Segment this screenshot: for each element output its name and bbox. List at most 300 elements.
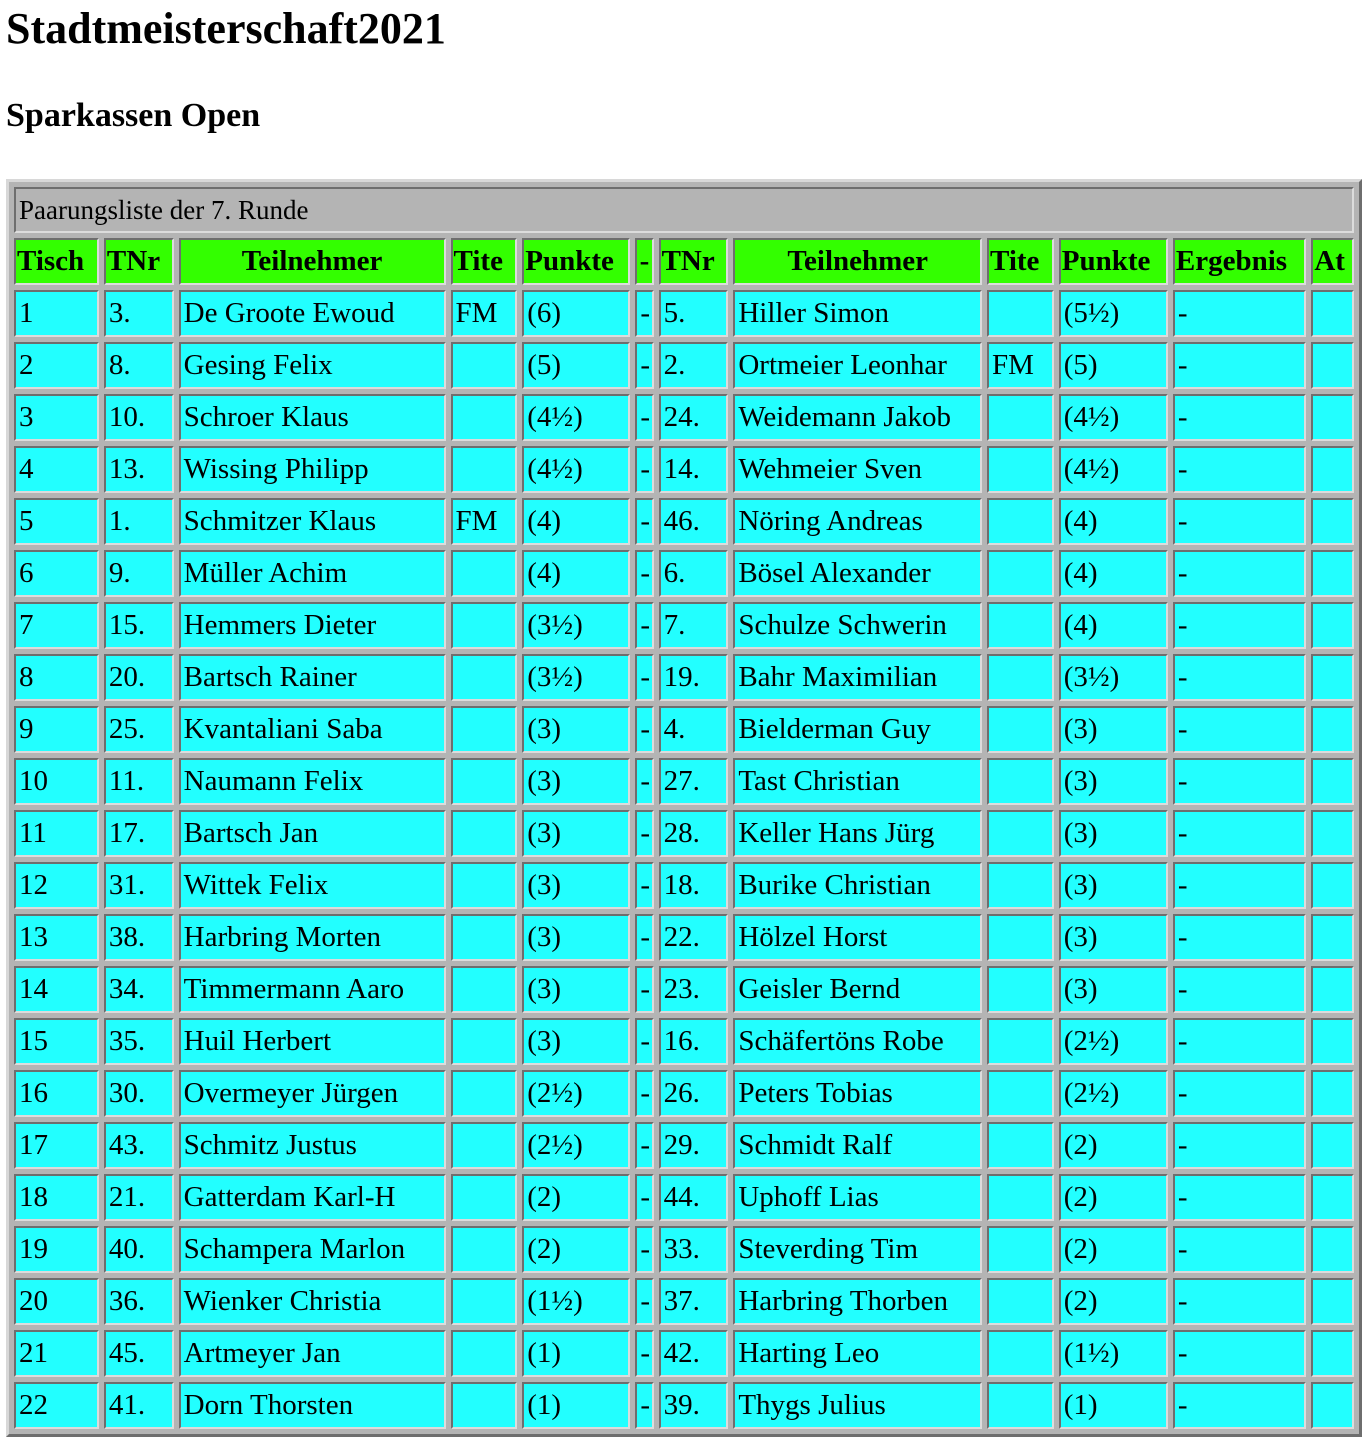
caption-row	[14, 187, 1354, 233]
cell-tisch: 17	[14, 1122, 99, 1169]
cell-teilnehmer-white: Artmeyer Jan	[179, 1330, 446, 1377]
header-row	[14, 238, 1354, 285]
cell-titel-black	[987, 498, 1054, 545]
cell-titel-black	[987, 1018, 1054, 1065]
cell-ergebnis: -	[1173, 862, 1306, 909]
cell-punkte-black: (4½)	[1059, 394, 1168, 441]
cell-ergebnis: -	[1173, 1382, 1306, 1429]
cell-ergebnis: -	[1173, 1018, 1306, 1065]
cell-punkte-white: (1)	[522, 1382, 630, 1429]
cell-ergebnis: -	[1173, 498, 1306, 545]
cell-tisch: 12	[14, 862, 99, 909]
header-tnr-white: TNr	[104, 238, 174, 285]
cell-teilnehmer-black: Schmidt Ralf	[733, 1122, 982, 1169]
cell-titel-black	[987, 394, 1054, 441]
header-tisch: Tisch	[14, 238, 99, 285]
cell-ergebnis: -	[1173, 654, 1306, 701]
cell-punkte-black: (2½)	[1059, 1018, 1168, 1065]
table-row	[14, 498, 1354, 545]
cell-attribute	[1311, 966, 1354, 1013]
cell-ergebnis: -	[1173, 342, 1306, 389]
cell-ergebnis: -	[1173, 1174, 1306, 1221]
cell-separator: -	[635, 1122, 653, 1169]
cell-punkte-white: (3)	[522, 1018, 630, 1065]
table-row	[14, 446, 1354, 493]
cell-teilnehmer-black: Uphoff Lias	[733, 1174, 982, 1221]
cell-tnr-white: 10.	[104, 394, 174, 441]
header-punkte-white: Punkte	[522, 238, 630, 285]
cell-titel-white: FM	[451, 290, 518, 337]
cell-tnr-black: 42.	[659, 1330, 729, 1377]
cell-ergebnis: -	[1173, 914, 1306, 961]
cell-tisch: 8	[14, 654, 99, 701]
cell-punkte-black: (3½)	[1059, 654, 1168, 701]
cell-teilnehmer-white: Bartsch Jan	[179, 810, 446, 857]
table-row	[14, 966, 1354, 1013]
cell-titel-black	[987, 1070, 1054, 1117]
cell-punkte-white: (3)	[522, 758, 630, 805]
table-row	[14, 1278, 1354, 1325]
cell-tnr-white: 9.	[104, 550, 174, 597]
cell-punkte-black: (3)	[1059, 706, 1168, 753]
cell-tnr-white: 25.	[104, 706, 174, 753]
cell-teilnehmer-black: Thygs Julius	[733, 1382, 982, 1429]
cell-separator: -	[635, 1018, 653, 1065]
cell-punkte-black: (3)	[1059, 758, 1168, 805]
cell-attribute	[1311, 342, 1354, 389]
cell-punkte-black: (4½)	[1059, 446, 1168, 493]
cell-teilnehmer-black: Wehmeier Sven	[733, 446, 982, 493]
cell-punkte-black: (3)	[1059, 810, 1168, 857]
header-punkte-black: Punkte	[1059, 238, 1168, 285]
cell-teilnehmer-black: Harbring Thorben	[733, 1278, 982, 1325]
page-subtitle: Sparkassen Open	[6, 97, 261, 134]
cell-separator: -	[635, 914, 653, 961]
cell-tnr-black: 29.	[659, 1122, 729, 1169]
cell-titel-white	[451, 966, 518, 1013]
cell-attribute	[1311, 290, 1354, 337]
header-tnr-black: TNr	[659, 238, 729, 285]
cell-punkte-white: (3)	[522, 706, 630, 753]
cell-titel-black: FM	[987, 342, 1054, 389]
cell-tisch: 5	[14, 498, 99, 545]
cell-tnr-white: 34.	[104, 966, 174, 1013]
cell-separator: -	[635, 758, 653, 805]
cell-tisch: 22	[14, 1382, 99, 1429]
cell-titel-white	[451, 810, 518, 857]
cell-tnr-white: 43.	[104, 1122, 174, 1169]
cell-tnr-black: 16.	[659, 1018, 729, 1065]
cell-titel-white	[451, 394, 518, 441]
header-separator: -	[635, 238, 653, 285]
cell-titel-black	[987, 1278, 1054, 1325]
header-teilnehmer-black: Teilnehmer	[733, 238, 982, 285]
cell-teilnehmer-white: Gatterdam Karl-H	[179, 1174, 446, 1221]
table-row	[14, 1330, 1354, 1377]
cell-titel-black	[987, 966, 1054, 1013]
cell-punkte-black: (2)	[1059, 1122, 1168, 1169]
cell-ergebnis: -	[1173, 550, 1306, 597]
cell-ergebnis: -	[1173, 1122, 1306, 1169]
cell-attribute	[1311, 758, 1354, 805]
cell-attribute	[1311, 602, 1354, 649]
cell-tnr-white: 8.	[104, 342, 174, 389]
cell-separator: -	[635, 706, 653, 753]
table-row	[14, 758, 1354, 805]
cell-tnr-white: 36.	[104, 1278, 174, 1325]
cell-teilnehmer-black: Schulze Schwerin	[733, 602, 982, 649]
cell-attribute	[1311, 1278, 1354, 1325]
header-attribute: At	[1311, 238, 1354, 285]
table-row	[14, 394, 1354, 441]
cell-teilnehmer-white: Schmitzer Klaus	[179, 498, 446, 545]
cell-punkte-black: (4)	[1059, 550, 1168, 597]
cell-punkte-white: (3½)	[522, 602, 630, 649]
cell-punkte-white: (2)	[522, 1226, 630, 1273]
cell-attribute	[1311, 1174, 1354, 1221]
cell-tnr-white: 1.	[104, 498, 174, 545]
cell-attribute	[1311, 862, 1354, 909]
cell-titel-white	[451, 914, 518, 961]
table-row	[14, 914, 1354, 961]
cell-tnr-white: 20.	[104, 654, 174, 701]
cell-tnr-black: 22.	[659, 914, 729, 961]
cell-teilnehmer-black: Bösel Alexander	[733, 550, 982, 597]
cell-attribute	[1311, 706, 1354, 753]
cell-teilnehmer-white: Schampera Marlon	[179, 1226, 446, 1273]
cell-tnr-black: 26.	[659, 1070, 729, 1117]
cell-ergebnis: -	[1173, 810, 1306, 857]
cell-attribute	[1311, 1226, 1354, 1273]
cell-tnr-black: 6.	[659, 550, 729, 597]
cell-attribute	[1311, 810, 1354, 857]
cell-tnr-black: 44.	[659, 1174, 729, 1221]
cell-teilnehmer-white: Bartsch Rainer	[179, 654, 446, 701]
cell-titel-white	[451, 1330, 518, 1377]
cell-teilnehmer-white: Müller Achim	[179, 550, 446, 597]
table-row	[14, 1070, 1354, 1117]
cell-titel-white	[451, 342, 518, 389]
cell-tnr-black: 37.	[659, 1278, 729, 1325]
cell-teilnehmer-white: Overmeyer Jürgen	[179, 1070, 446, 1117]
cell-tnr-black: 39.	[659, 1382, 729, 1429]
cell-separator: -	[635, 394, 653, 441]
header-titel-white: Tite	[451, 238, 518, 285]
cell-titel-black	[987, 1226, 1054, 1273]
cell-punkte-white: (3)	[522, 862, 630, 909]
cell-ergebnis: -	[1173, 1278, 1306, 1325]
table-row	[14, 654, 1354, 701]
cell-tnr-white: 15.	[104, 602, 174, 649]
cell-punkte-white: (2½)	[522, 1122, 630, 1169]
cell-teilnehmer-black: Hiller Simon	[733, 290, 982, 337]
cell-tisch: 10	[14, 758, 99, 805]
cell-punkte-black: (4)	[1059, 602, 1168, 649]
cell-tnr-white: 41.	[104, 1382, 174, 1429]
cell-punkte-white: (1½)	[522, 1278, 630, 1325]
table-row	[14, 550, 1354, 597]
cell-punkte-black: (3)	[1059, 966, 1168, 1013]
cell-teilnehmer-black: Tast Christian	[733, 758, 982, 805]
cell-titel-black	[987, 602, 1054, 649]
header-ergebnis: Ergebnis	[1173, 238, 1306, 285]
cell-titel-white	[451, 550, 518, 597]
cell-separator: -	[635, 966, 653, 1013]
cell-punkte-black: (4)	[1059, 498, 1168, 545]
cell-teilnehmer-black: Steverding Tim	[733, 1226, 982, 1273]
cell-ergebnis: -	[1173, 290, 1306, 337]
cell-tisch: 4	[14, 446, 99, 493]
cell-tisch: 11	[14, 810, 99, 857]
cell-punkte-white: (3)	[522, 966, 630, 1013]
cell-teilnehmer-black: Nöring Andreas	[733, 498, 982, 545]
cell-teilnehmer-black: Geisler Bernd	[733, 966, 982, 1013]
cell-titel-black	[987, 706, 1054, 753]
cell-teilnehmer-black: Keller Hans Jürg	[733, 810, 982, 857]
table-caption: Paarungsliste der 7. Runde	[14, 187, 1354, 233]
table-row	[14, 810, 1354, 857]
cell-tnr-black: 46.	[659, 498, 729, 545]
cell-tnr-white: 40.	[104, 1226, 174, 1273]
cell-tnr-black: 19.	[659, 654, 729, 701]
cell-tnr-black: 27.	[659, 758, 729, 805]
cell-ergebnis: -	[1173, 1330, 1306, 1377]
cell-tnr-black: 28.	[659, 810, 729, 857]
cell-attribute	[1311, 550, 1354, 597]
table-row	[14, 1226, 1354, 1273]
cell-teilnehmer-black: Bahr Maximilian	[733, 654, 982, 701]
cell-titel-black	[987, 654, 1054, 701]
page-title: Stadtmeisterschaft2021	[6, 4, 446, 53]
table-row	[14, 1174, 1354, 1221]
pairings-table-frame	[6, 179, 1362, 1437]
cell-teilnehmer-white: Wienker Christia	[179, 1278, 446, 1325]
cell-titel-black	[987, 290, 1054, 337]
cell-titel-white	[451, 862, 518, 909]
cell-tnr-white: 30.	[104, 1070, 174, 1117]
cell-separator: -	[635, 342, 653, 389]
cell-punkte-black: (2½)	[1059, 1070, 1168, 1117]
cell-punkte-white: (3)	[522, 810, 630, 857]
cell-tisch: 21	[14, 1330, 99, 1377]
cell-separator: -	[635, 498, 653, 545]
cell-separator: -	[635, 810, 653, 857]
cell-titel-white	[451, 602, 518, 649]
cell-punkte-white: (4)	[522, 550, 630, 597]
cell-tisch: 6	[14, 550, 99, 597]
cell-teilnehmer-black: Weidemann Jakob	[733, 394, 982, 441]
cell-titel-white	[451, 1382, 518, 1429]
cell-tnr-white: 3.	[104, 290, 174, 337]
cell-tnr-black: 33.	[659, 1226, 729, 1273]
cell-attribute	[1311, 1330, 1354, 1377]
cell-teilnehmer-white: Naumann Felix	[179, 758, 446, 805]
cell-tisch: 9	[14, 706, 99, 753]
cell-punkte-white: (1)	[522, 1330, 630, 1377]
cell-tnr-white: 21.	[104, 1174, 174, 1221]
cell-punkte-black: (3)	[1059, 914, 1168, 961]
cell-tisch: 14	[14, 966, 99, 1013]
cell-tnr-white: 17.	[104, 810, 174, 857]
cell-titel-black	[987, 758, 1054, 805]
cell-separator: -	[635, 290, 653, 337]
cell-titel-white	[451, 706, 518, 753]
cell-ergebnis: -	[1173, 602, 1306, 649]
table-row	[14, 342, 1354, 389]
cell-tnr-white: 35.	[104, 1018, 174, 1065]
cell-attribute	[1311, 498, 1354, 545]
cell-teilnehmer-white: Timmermann Aaro	[179, 966, 446, 1013]
cell-tisch: 16	[14, 1070, 99, 1117]
cell-separator: -	[635, 862, 653, 909]
cell-tnr-white: 45.	[104, 1330, 174, 1377]
cell-punkte-white: (2½)	[522, 1070, 630, 1117]
cell-attribute	[1311, 654, 1354, 701]
cell-separator: -	[635, 1226, 653, 1273]
cell-teilnehmer-white: Dorn Thorsten	[179, 1382, 446, 1429]
cell-separator: -	[635, 446, 653, 493]
cell-tnr-white: 13.	[104, 446, 174, 493]
cell-attribute	[1311, 394, 1354, 441]
cell-titel-white	[451, 1278, 518, 1325]
cell-titel-black	[987, 914, 1054, 961]
cell-punkte-black: (2)	[1059, 1278, 1168, 1325]
cell-tnr-white: 31.	[104, 862, 174, 909]
cell-titel-black	[987, 1122, 1054, 1169]
cell-attribute	[1311, 1018, 1354, 1065]
cell-teilnehmer-white: Kvantaliani Saba	[179, 706, 446, 753]
cell-separator: -	[635, 1330, 653, 1377]
cell-punkte-black: (2)	[1059, 1226, 1168, 1273]
cell-punkte-black: (1)	[1059, 1382, 1168, 1429]
cell-titel-white	[451, 1122, 518, 1169]
cell-tnr-black: 2.	[659, 342, 729, 389]
cell-punkte-white: (2)	[522, 1174, 630, 1221]
cell-ergebnis: -	[1173, 706, 1306, 753]
cell-attribute	[1311, 1070, 1354, 1117]
cell-punkte-black: (1½)	[1059, 1330, 1168, 1377]
cell-teilnehmer-white: Wittek Felix	[179, 862, 446, 909]
cell-punkte-white: (4)	[522, 498, 630, 545]
cell-separator: -	[635, 1174, 653, 1221]
cell-tisch: 20	[14, 1278, 99, 1325]
table-row	[14, 602, 1354, 649]
cell-attribute	[1311, 1382, 1354, 1429]
cell-titel-white	[451, 758, 518, 805]
cell-tisch: 18	[14, 1174, 99, 1221]
table-row	[14, 862, 1354, 909]
cell-punkte-black: (5)	[1059, 342, 1168, 389]
cell-separator: -	[635, 654, 653, 701]
cell-teilnehmer-black: Peters Tobias	[733, 1070, 982, 1117]
cell-separator: -	[635, 550, 653, 597]
cell-teilnehmer-black: Schäfertöns Robe	[733, 1018, 982, 1065]
cell-titel-white	[451, 1070, 518, 1117]
cell-tisch: 7	[14, 602, 99, 649]
cell-titel-black	[987, 862, 1054, 909]
table-row	[14, 1122, 1354, 1169]
cell-tnr-black: 4.	[659, 706, 729, 753]
cell-punkte-white: (5)	[522, 342, 630, 389]
cell-teilnehmer-black: Hölzel Horst	[733, 914, 982, 961]
cell-titel-white: FM	[451, 498, 518, 545]
cell-titel-black	[987, 810, 1054, 857]
cell-titel-white	[451, 1174, 518, 1221]
cell-teilnehmer-black: Burike Christian	[733, 862, 982, 909]
cell-tnr-black: 14.	[659, 446, 729, 493]
cell-punkte-white: (3½)	[522, 654, 630, 701]
cell-teilnehmer-black: Bielderman Guy	[733, 706, 982, 753]
cell-titel-white	[451, 654, 518, 701]
table-row	[14, 290, 1354, 337]
cell-titel-black	[987, 1330, 1054, 1377]
cell-ergebnis: -	[1173, 446, 1306, 493]
cell-titel-white	[451, 446, 518, 493]
cell-attribute	[1311, 446, 1354, 493]
cell-tnr-black: 5.	[659, 290, 729, 337]
cell-tisch: 3	[14, 394, 99, 441]
table-row	[14, 706, 1354, 753]
cell-tnr-black: 24.	[659, 394, 729, 441]
table-row	[14, 1382, 1354, 1429]
cell-teilnehmer-white: Schroer Klaus	[179, 394, 446, 441]
cell-attribute	[1311, 914, 1354, 961]
cell-tisch: 1	[14, 290, 99, 337]
cell-tnr-white: 38.	[104, 914, 174, 961]
cell-punkte-white: (4½)	[522, 394, 630, 441]
cell-ergebnis: -	[1173, 966, 1306, 1013]
cell-titel-black	[987, 446, 1054, 493]
cell-teilnehmer-white: De Groote Ewoud	[179, 290, 446, 337]
cell-tisch: 19	[14, 1226, 99, 1273]
cell-ergebnis: -	[1173, 758, 1306, 805]
cell-titel-white	[451, 1018, 518, 1065]
cell-separator: -	[635, 602, 653, 649]
cell-punkte-white: (6)	[522, 290, 630, 337]
cell-attribute	[1311, 1122, 1354, 1169]
cell-titel-black	[987, 1174, 1054, 1221]
cell-ergebnis: -	[1173, 1070, 1306, 1117]
cell-teilnehmer-black: Harting Leo	[733, 1330, 982, 1377]
cell-tisch: 15	[14, 1018, 99, 1065]
cell-punkte-black: (3)	[1059, 862, 1168, 909]
cell-tnr-white: 11.	[104, 758, 174, 805]
cell-punkte-black: (2)	[1059, 1174, 1168, 1221]
pairings-table	[9, 182, 1359, 1434]
cell-separator: -	[635, 1070, 653, 1117]
cell-teilnehmer-white: Gesing Felix	[179, 342, 446, 389]
cell-ergebnis: -	[1173, 394, 1306, 441]
cell-separator: -	[635, 1382, 653, 1429]
cell-teilnehmer-white: Schmitz Justus	[179, 1122, 446, 1169]
header-teilnehmer-white: Teilnehmer	[179, 238, 446, 285]
table-row	[14, 1018, 1354, 1065]
cell-punkte-white: (4½)	[522, 446, 630, 493]
cell-tisch: 2	[14, 342, 99, 389]
cell-punkte-black: (5½)	[1059, 290, 1168, 337]
cell-tisch: 13	[14, 914, 99, 961]
cell-teilnehmer-black: Ortmeier Leonhar	[733, 342, 982, 389]
cell-tnr-black: 23.	[659, 966, 729, 1013]
cell-tnr-black: 18.	[659, 862, 729, 909]
header-titel-black: Tite	[987, 238, 1054, 285]
cell-teilnehmer-white: Harbring Morten	[179, 914, 446, 961]
cell-ergebnis: -	[1173, 1226, 1306, 1273]
cell-teilnehmer-white: Huil Herbert	[179, 1018, 446, 1065]
cell-punkte-white: (3)	[522, 914, 630, 961]
cell-teilnehmer-white: Hemmers Dieter	[179, 602, 446, 649]
cell-separator: -	[635, 1278, 653, 1325]
